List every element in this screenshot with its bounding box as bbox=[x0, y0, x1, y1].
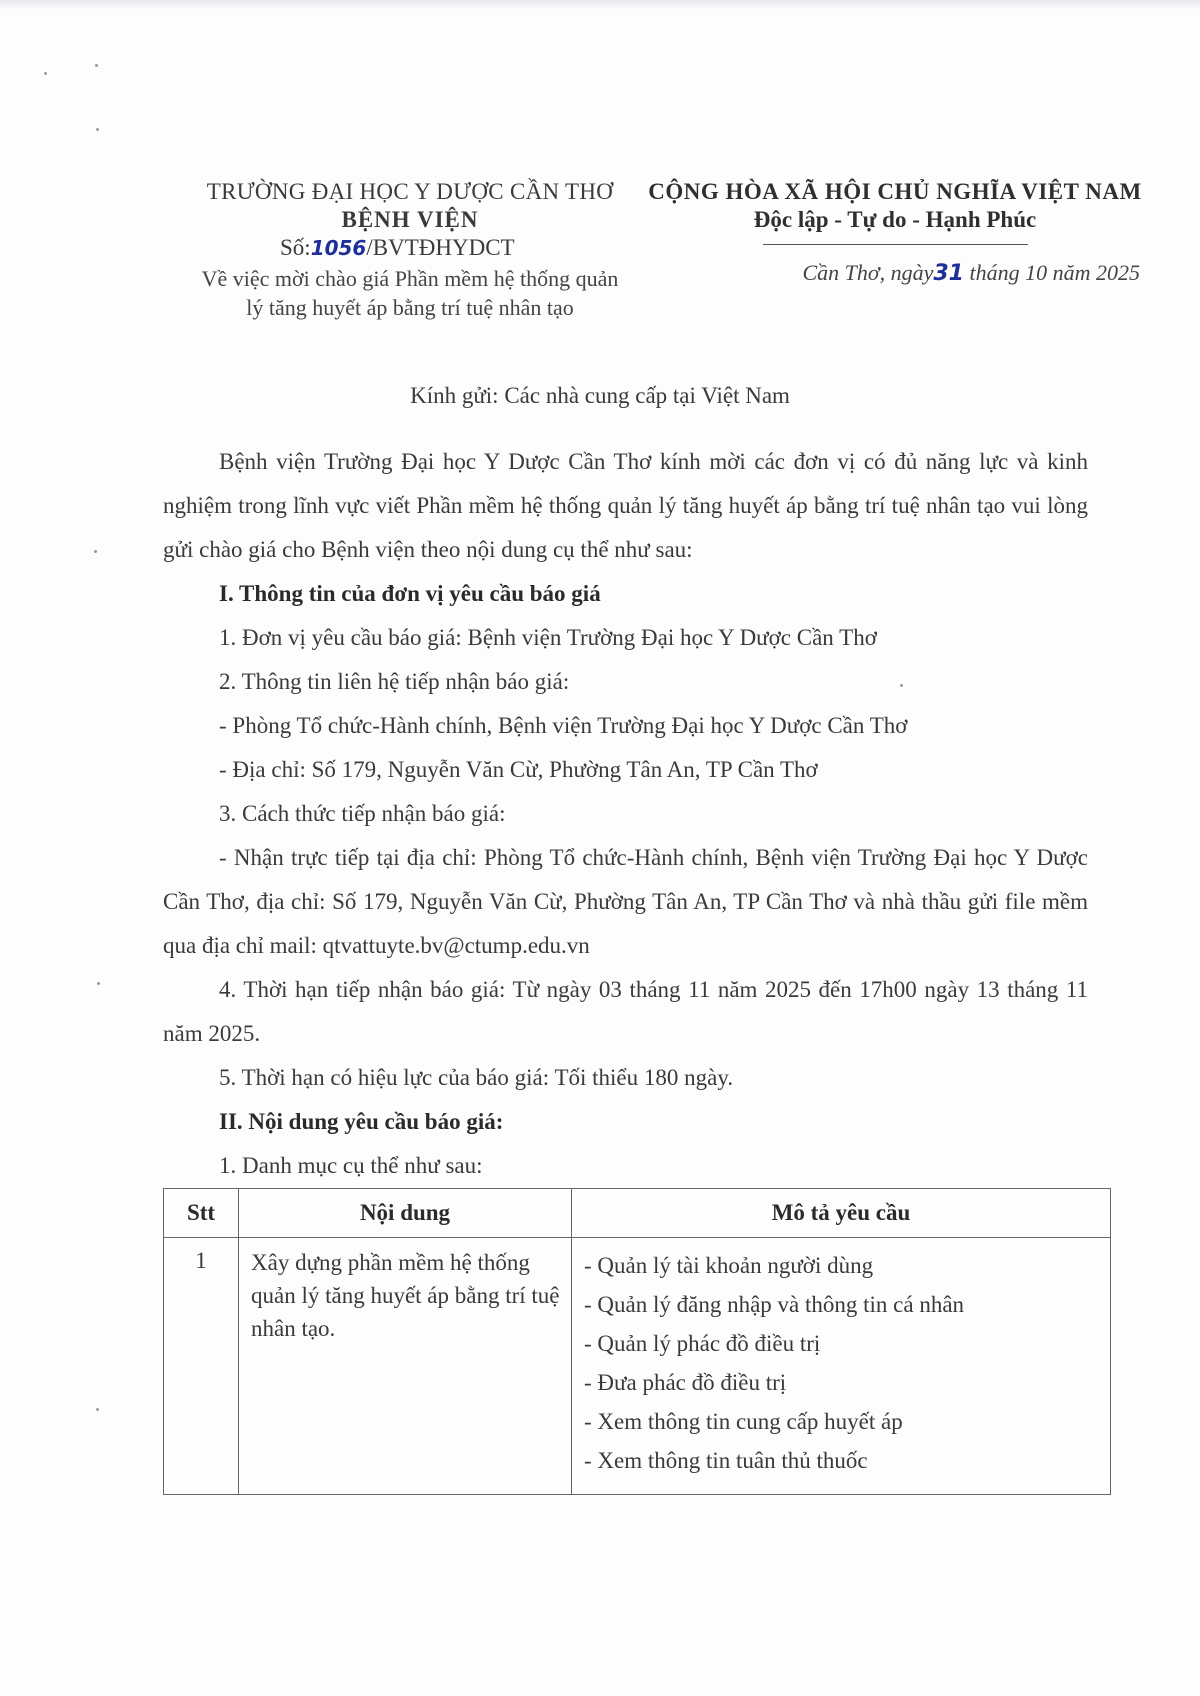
document-subject bbox=[180, 264, 640, 322]
list-item: 2. Thông tin liên hệ tiếp nhận báo giá: bbox=[219, 669, 570, 694]
list-item: 4. Thời hạn tiếp nhận báo giá: Từ ngày 03 tháng 11 năm 2025 đến 17h00 ngày 13 tháng 11 năm 2025. bbox=[163, 977, 1088, 1046]
requirements-table bbox=[163, 1188, 1111, 1495]
requirement-item: - Đưa phác đồ điều trị bbox=[584, 1370, 787, 1395]
scan-speck bbox=[44, 72, 47, 75]
column-header-requirements: Mô tả yêu cầu bbox=[572, 1189, 1111, 1238]
list-item: - Nhận trực tiếp tại địa chỉ: Phòng Tổ chức-Hành chính, Bệnh viện Trường Đại học Y Dược Cần Thơ, địa chỉ: Số 179, Nguyễn Văn Cừ, Phường Tân An, TP Cần Thơ và nhà thầu gửi file mềm qua địa chỉ mail: qtvattuyte.bv@ctump.edu.vn bbox=[163, 845, 1088, 958]
letter-body bbox=[163, 440, 1088, 1188]
requirement-item: - Xem thông tin tuân thủ thuốc bbox=[584, 1448, 868, 1473]
salutation: Kính gửi: Các nhà cung cấp tại Việt Nam bbox=[410, 383, 790, 408]
country-name: CỘNG HÒA XÃ HỘI CHỦ NGHĨA VIỆT NAM bbox=[648, 179, 1142, 204]
row-stt: 1 bbox=[164, 1238, 239, 1495]
requirement-item: - Quản lý phác đồ điều trị bbox=[584, 1331, 821, 1356]
table-row bbox=[164, 1238, 1111, 1495]
motto-underline bbox=[763, 244, 1028, 245]
scan-speck bbox=[96, 128, 99, 131]
subject-line: Về việc mời chào giá Phần mềm hệ thống quản bbox=[201, 266, 619, 291]
date-line bbox=[640, 259, 1150, 288]
list-item: 3. Cách thức tiếp nhận báo giá: bbox=[219, 801, 506, 826]
column-header-stt: Stt bbox=[164, 1189, 239, 1238]
scan-top-edge bbox=[0, 0, 1200, 10]
table-header-row bbox=[164, 1189, 1111, 1238]
column-header-content: Nội dung bbox=[239, 1189, 572, 1238]
date-suffix: tháng 10 năm 2025 bbox=[969, 260, 1140, 285]
document-number-handwritten: 1056 bbox=[310, 236, 367, 260]
scan-speck bbox=[94, 550, 97, 553]
document-number-prefix: Số: bbox=[280, 235, 311, 260]
row-requirements bbox=[572, 1238, 1111, 1495]
list-item: 1. Đơn vị yêu cầu báo giá: Bệnh viện Trường Đại học Y Dược Cần Thơ bbox=[219, 625, 877, 650]
intro-paragraph: Bệnh viện Trường Đại học Y Dược Cần Thơ kính mời các đơn vị có đủ năng lực và kinh nghiệm trong lĩnh vực viết Phần mềm hệ thống quản lý tăng huyết áp bằng trí tuệ nhân tạo vui lòng gửi chào giá cho Bệnh viện theo nội dung cụ thể như sau: bbox=[163, 449, 1088, 562]
issuer-organization: TRƯỜNG ĐẠI HỌC Y DƯỢC CẦN THƠ bbox=[206, 179, 614, 204]
list-item: - Địa chỉ: Số 179, Nguyễn Văn Cừ, Phường Tân An, TP Cần Thơ bbox=[219, 757, 818, 782]
date-prefix: Cần Thơ, ngày bbox=[802, 260, 934, 285]
scan-speck bbox=[95, 64, 98, 67]
requirement-item: - Xem thông tin cung cấp huyết áp bbox=[584, 1409, 903, 1434]
subject-line: lý tăng huyết áp bằng trí tuệ nhân tạo bbox=[246, 295, 574, 320]
scan-speck bbox=[96, 1408, 99, 1411]
row-content: Xây dựng phần mềm hệ thống quản lý tăng huyết áp bằng trí tuệ nhân tạo. bbox=[239, 1238, 572, 1495]
list-item: 5. Thời hạn có hiệu lực của báo giá: Tối thiểu 180 ngày. bbox=[219, 1065, 734, 1090]
requirement-item: - Quản lý tài khoản người dùng bbox=[584, 1253, 874, 1278]
national-motto: Độc lập - Tự do - Hạnh Phúc bbox=[753, 207, 1037, 232]
issuer-block bbox=[180, 178, 640, 322]
scan-speck bbox=[97, 982, 100, 985]
list-item: - Phòng Tổ chức-Hành chính, Bệnh viện Trường Đại học Y Dược Cần Thơ bbox=[219, 713, 908, 738]
national-header-block bbox=[640, 178, 1150, 288]
section-heading: II. Nội dung yêu cầu báo giá: bbox=[219, 1109, 504, 1134]
date-day-handwritten: 31 bbox=[933, 261, 964, 286]
document-number bbox=[180, 234, 640, 262]
issuer-hospital: BỆNH VIỆN bbox=[341, 207, 479, 232]
section-heading: I. Thông tin của đơn vị yêu cầu báo giá bbox=[219, 581, 601, 606]
list-item: 1. Danh mục cụ thể như sau: bbox=[219, 1153, 483, 1178]
requirement-item: - Quản lý đăng nhập và thông tin cá nhân bbox=[584, 1292, 965, 1317]
document-number-suffix: /BVTĐHYDCT bbox=[366, 235, 515, 260]
